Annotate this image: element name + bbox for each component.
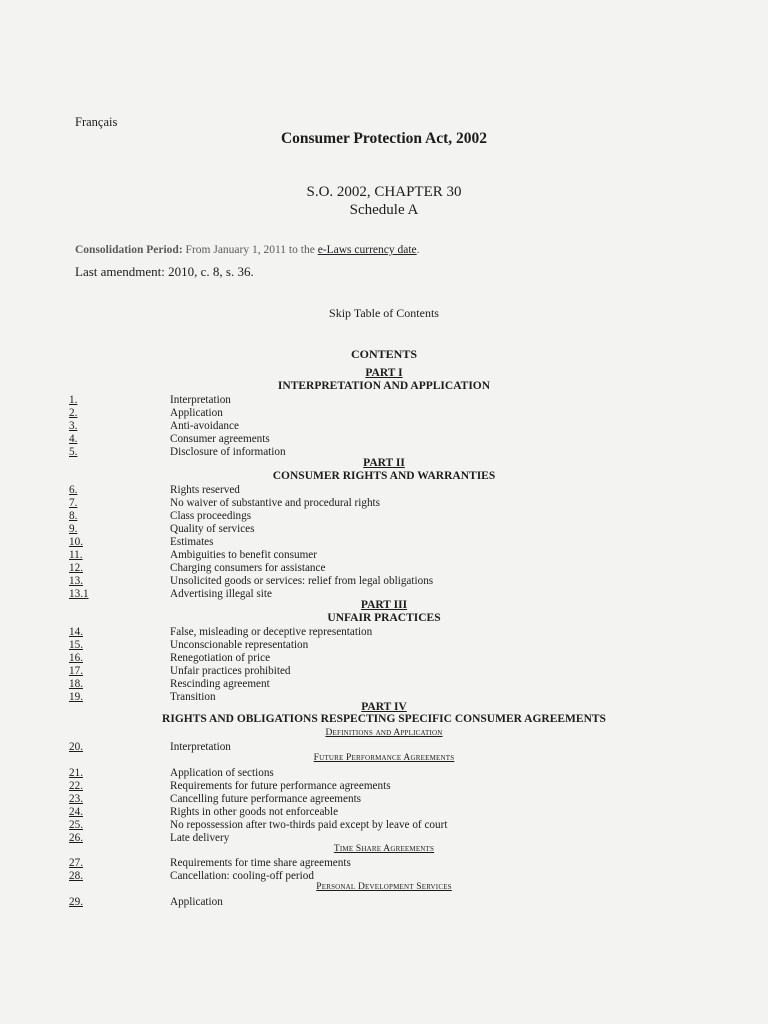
part-2-title: CONSUMER RIGHTS AND WARRANTIES: [272, 470, 496, 482]
skip-toc-link[interactable]: Skip Table of Contents: [329, 306, 439, 320]
section-link[interactable]: 27.: [69, 857, 83, 869]
toc-row: [0, 639, 768, 652]
section-link[interactable]: 25.: [69, 819, 83, 831]
part-4-title: RIGHTS AND OBLIGATIONS RESPECTING SPECIFIC CONSUMER AGREEMENTS: [162, 713, 606, 725]
consolidation-text: From January 1, 2011 to the: [185, 244, 315, 256]
part-4-link[interactable]: PART IV: [361, 701, 407, 713]
section-link[interactable]: 14.: [69, 626, 83, 638]
toc-row: [0, 665, 768, 678]
toc-row: [0, 549, 768, 562]
section-link[interactable]: 29.: [69, 896, 83, 908]
consolidation-label: Consolidation Period:: [75, 244, 183, 256]
section-title: Interpretation: [170, 741, 231, 753]
section-title: Estimates: [170, 536, 214, 548]
toc-row: [0, 510, 768, 523]
toc-row: [0, 575, 768, 588]
section-title: Disclosure of information: [170, 446, 286, 458]
part-1-title: INTERPRETATION AND APPLICATION: [277, 380, 491, 392]
contents-heading: CONTENTS: [350, 347, 418, 361]
section-title: False, misleading or deceptive representation: [170, 626, 373, 638]
section-title: Anti-avoidance: [170, 420, 239, 432]
section-link[interactable]: 20.: [69, 741, 83, 753]
part-1-link[interactable]: PART I: [365, 367, 403, 379]
section-title: Unsolicited goods or services: relief from legal obligations: [170, 575, 434, 587]
section-link[interactable]: 10.: [69, 536, 83, 548]
section-title: Requirements for future performance agreements: [170, 780, 391, 792]
section-title: Transition: [170, 691, 216, 703]
toc-row: [0, 896, 768, 909]
section-link[interactable]: 8.: [69, 510, 78, 522]
section-link[interactable]: 23.: [69, 793, 83, 805]
toc-row: [0, 857, 768, 870]
toc-row: [0, 523, 768, 536]
page-title: Consumer Protection Act, 2002: [280, 130, 488, 147]
section-link[interactable]: 5.: [69, 446, 78, 458]
francais-link[interactable]: Français: [75, 115, 118, 129]
toc-row: [0, 562, 768, 575]
section-link[interactable]: 24.: [69, 806, 83, 818]
toc-row: [0, 407, 768, 420]
toc-row: [0, 420, 768, 433]
subheading-time-share[interactable]: Time Share Agreements: [333, 844, 435, 854]
subheading-personal-development[interactable]: Personal Development Services: [316, 882, 452, 892]
section-link[interactable]: 16.: [69, 652, 83, 664]
section-title: Consumer agreements: [170, 433, 270, 445]
toc-row: [0, 652, 768, 665]
section-title: Unfair practices prohibited: [170, 665, 291, 677]
part-3-link[interactable]: PART III: [360, 599, 408, 611]
section-title: Quality of services: [170, 523, 255, 535]
section-link[interactable]: 28.: [69, 870, 83, 882]
section-title: Rights in other goods not enforceable: [170, 806, 339, 818]
last-amendment-label: Last amendment:: [75, 264, 165, 279]
section-title: Charging consumers for assistance: [170, 562, 326, 574]
section-title: Cancellation: cooling-off period: [170, 870, 314, 882]
section-link[interactable]: 11.: [69, 549, 83, 561]
consolidation-period: [75, 244, 420, 256]
section-link[interactable]: 12.: [69, 562, 83, 574]
section-title: Application: [170, 896, 223, 908]
toc-row: [0, 819, 768, 832]
section-link[interactable]: 1.: [69, 394, 78, 406]
toc-row: [0, 678, 768, 691]
toc-row: [0, 536, 768, 549]
section-link[interactable]: 26.: [69, 832, 83, 844]
toc-row: [0, 767, 768, 780]
section-link[interactable]: 21.: [69, 767, 83, 779]
section-title: No waiver of substantive and procedural rights: [170, 497, 381, 509]
subheading-future-performance[interactable]: Future Performance Agreements: [313, 753, 455, 763]
section-title: Class proceedings: [170, 510, 252, 522]
section-title: Cancelling future performance agreements: [170, 793, 362, 805]
subheading-definitions[interactable]: Definitions and Application: [325, 728, 443, 738]
part-3-title: UNFAIR PRACTICES: [327, 612, 441, 624]
section-title: Rights reserved: [170, 484, 240, 496]
section-link[interactable]: 19.: [69, 691, 83, 703]
section-link[interactable]: 4.: [69, 433, 78, 445]
section-title: Renegotiation of price: [170, 652, 271, 664]
toc-row: [0, 780, 768, 793]
part-2-link[interactable]: PART II: [363, 457, 405, 469]
section-title: Interpretation: [170, 394, 231, 406]
section-title: Unconscionable representation: [170, 639, 309, 651]
section-link[interactable]: 15.: [69, 639, 83, 651]
section-title: Application of sections: [170, 767, 274, 779]
section-title: Rescinding agreement: [170, 678, 270, 690]
section-title: Requirements for time share agreements: [170, 857, 351, 869]
consolidation-end: .: [416, 244, 420, 256]
section-link[interactable]: 22.: [69, 780, 83, 792]
toc-row: [0, 806, 768, 819]
statute-citation: S.O. 2002, CHAPTER 30: [306, 184, 462, 200]
toc-row: [0, 484, 768, 497]
section-title: Application: [170, 407, 223, 419]
section-link[interactable]: 13.1: [69, 588, 89, 600]
toc-row: [0, 394, 768, 407]
section-link[interactable]: 13.: [69, 575, 83, 587]
section-link[interactable]: 2.: [69, 407, 78, 419]
section-title: No repossession after two-thirds paid except by leave of court: [170, 819, 448, 831]
section-title: Advertising illegal site: [170, 588, 272, 600]
last-amendment-value: 2010, c. 8, s. 36.: [168, 264, 254, 279]
last-amendment: [75, 264, 254, 280]
section-link[interactable]: 6.: [69, 484, 78, 496]
toc-row: [0, 497, 768, 510]
toc-row: [0, 626, 768, 639]
toc-row: [0, 793, 768, 806]
section-title: Late delivery: [170, 832, 230, 844]
section-link[interactable]: 7.: [69, 497, 78, 509]
section-link[interactable]: 18.: [69, 678, 83, 690]
section-link[interactable]: 9.: [69, 523, 78, 535]
schedule-label: Schedule A: [349, 202, 419, 218]
e-laws-currency-link[interactable]: e-Laws currency date: [317, 244, 417, 256]
section-link[interactable]: 3.: [69, 420, 78, 432]
section-title: Ambiguities to benefit consumer: [170, 549, 317, 561]
section-link[interactable]: 17.: [69, 665, 83, 677]
toc-row: [0, 433, 768, 446]
